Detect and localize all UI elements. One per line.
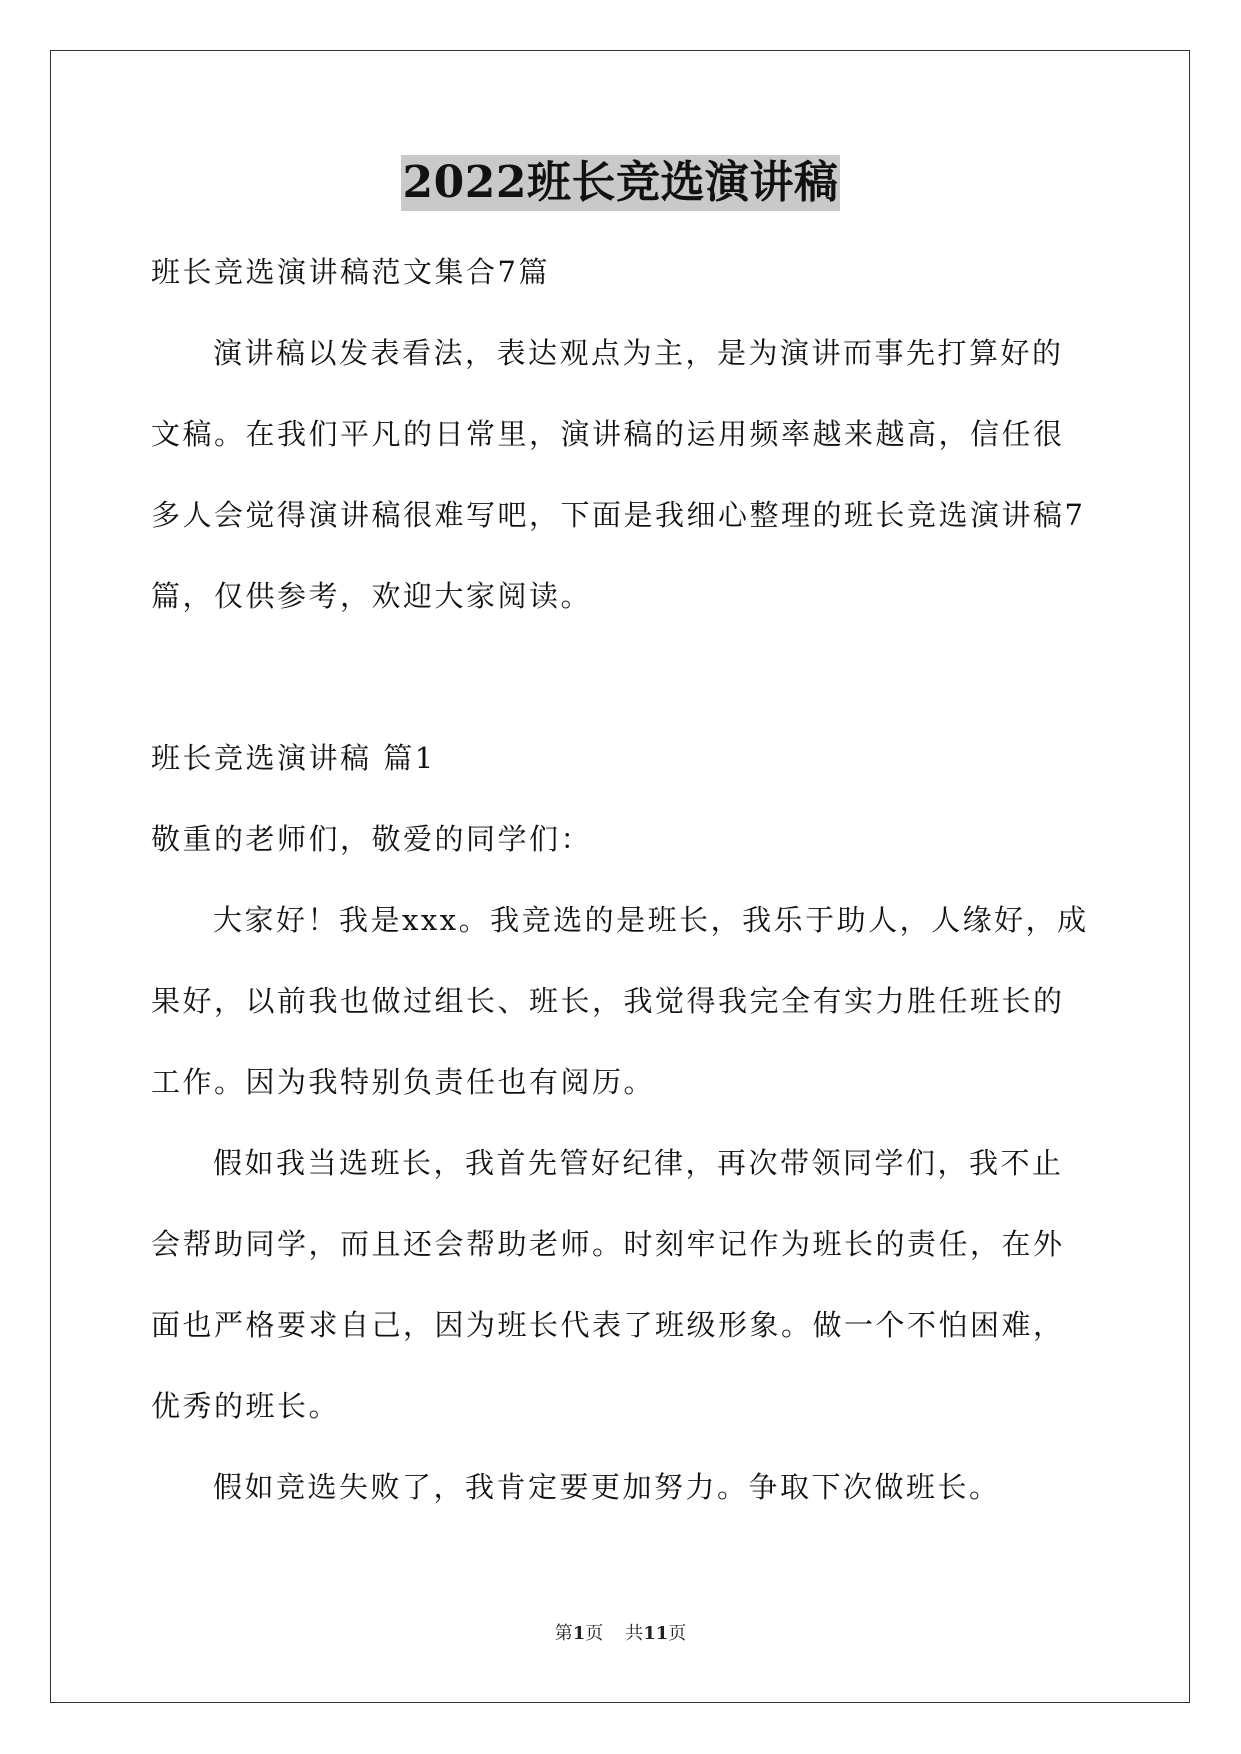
- body-paragraph: 假如我当选班长，我首先管好纪律，再次带领同学们，我不止会帮助同学，而且还会帮助老师。时刻牢记作为班长的责任，在外面也严格要求自己，因为班长代表了班级形象。做一个不怕困难，优秀的班长。: [151, 1146, 1065, 1423]
- page-suffix: 页: [585, 1623, 604, 1644]
- document-subtitle: 班长竞选演讲稿范文集合7篇: [151, 255, 550, 289]
- body-paragraph: 大家好！我是xxx。我竞选的是班长，我乐于助人，人缘好，成果好，以前我也做过组长、班长，我觉得我完全有实力胜任班长的工作。因为我特别负责任也有阅历。: [151, 903, 1089, 1099]
- page-prefix: 第: [554, 1623, 573, 1644]
- document-body: [151, 232, 1091, 1528]
- intro-paragraph: 演讲稿以发表看法，表达观点为主，是为演讲而事先打算好的文稿。在我们平凡的日常里，演讲稿的运用频率越来越高，信任很多人会觉得演讲稿很难写吧，下面是我细心整理的班长竞选演讲稿7篇，仅供参考，欢迎大家阅读。: [151, 336, 1086, 613]
- total-prefix: 共: [625, 1623, 644, 1644]
- page-total: 11: [643, 1623, 669, 1644]
- page-number: 1: [572, 1623, 586, 1644]
- document-title: 2022班长竞选演讲稿: [401, 155, 841, 211]
- title-wrap: [0, 155, 1241, 211]
- section-heading: 班长竞选演讲稿 篇1: [151, 741, 436, 775]
- salutation: 敬重的老师们，敬爱的同学们：: [151, 822, 593, 856]
- page-footer: [0, 1622, 1241, 1646]
- body-paragraph: 假如竞选失败了，我肯定要更加努力。争取下次做班长。: [213, 1470, 1001, 1504]
- total-suffix: 页: [668, 1623, 687, 1644]
